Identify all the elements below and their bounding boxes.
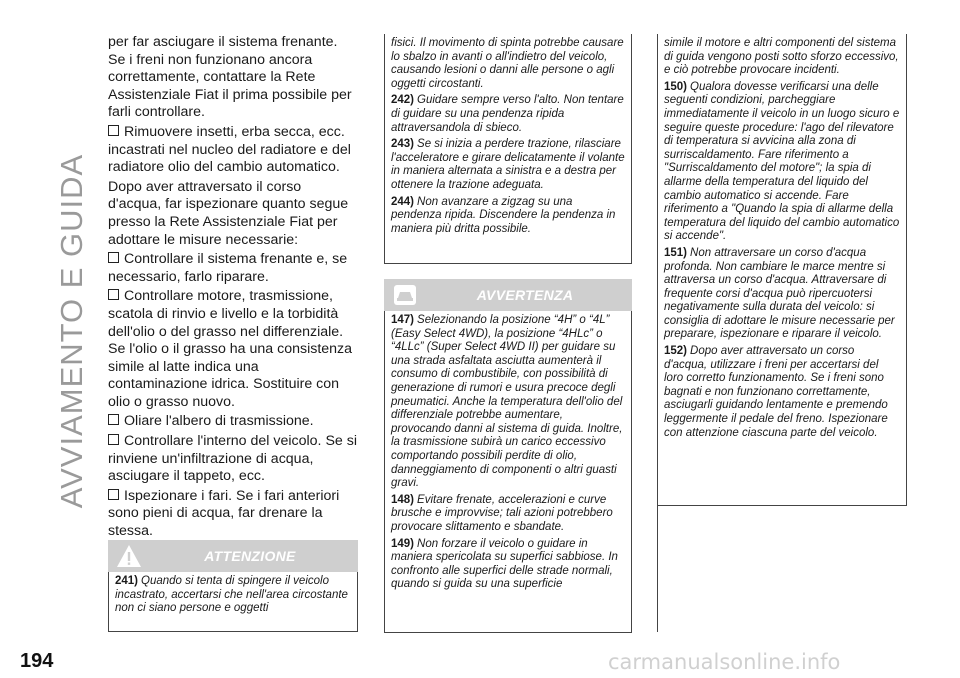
warning-person-icon [116,543,142,569]
warning-item [391,94,625,135]
warning-item [664,247,900,342]
paragraph [108,288,358,411]
warning-number: 242) [391,94,415,107]
paragraph-text: Ispezionare i fari. Se i fari anteriori sono pieni di acqua, far drenare la stessa. [108,487,340,540]
paragraph [108,179,358,249]
warning-text: simile il motore e altri componenti del sistema di guida vengono posti sotto sforzo eccessivo, e ciò potrebbe provocare incidenti. [664,37,899,77]
bullet-square-icon [108,489,119,500]
warning-number: 149) [391,537,415,550]
warning-item [391,494,625,535]
column-divider [657,506,658,632]
paragraph [108,251,358,286]
warning-continuation-box-right [657,34,907,506]
paragraph [108,124,358,177]
paragraph [108,413,358,431]
paragraph-text: Controllare il sistema frenante e, se necessario, farlo riparare. [108,251,348,285]
warning-text: Non forzare il veicolo o guidare in maniera spericolata su superfici sabbiose. In confronto alle superfici delle strade normali, quando si guida su una superficie [391,537,618,591]
warning-text: Selezionando la posizione “4H” o “4L” (Easy Select 4WD), la posizione “4HLc” o “4LLc” (Super Select 4WD II) per guidare su una strada asfaltata asciutta aumenterà il consumo di combustibile, con possibilità di generazione di rumori e usura precoce degli pneumatici. Anche la temperatura dell'olio del differenziale potrebbe aumentare, provocando danni al sistema di guida. Inoltre, la trasmissione subirà un carico eccessivo comportando possibili perdite di olio, danneggiamento di componenti o altri guasti gravi. [391,314,623,490]
warning-item [664,345,900,440]
page-number: 194 [20,650,54,672]
attenzione-heading: ATTENZIONE [204,548,296,564]
paragraph-text: per far asciugare il sistema frenante. Se i freni non funzionano ancora correttamente, contattare la Rete Assistenziale Fiat il prima possibile per farli controllare. [108,34,352,121]
attenzione-box [108,572,358,632]
bullet-square-icon [108,252,119,263]
paragraph-text: Oliare l'albero di trasmissione. [124,413,314,430]
paragraph [108,488,358,541]
warning-item [115,575,351,616]
warning-item [391,138,625,192]
warning-item [391,538,625,592]
warning-item [664,37,900,78]
warning-number: 151) [664,246,688,259]
warning-number: 241) [115,575,139,587]
car-warning-icon [392,282,418,308]
warning-text: Evitare frenate, accelerazioni e curve brusche e improvvise; tali azioni potrebbero provocare slittamento e sbandate. [391,493,613,533]
paragraph-text: Controllare motore, trasmissione, scatola di rinvio e livello e la torbidità dell'olio o del grasso nel differenziale. Se l'olio o il grasso ha una consistenza simile al latte indica una contaminazione idrica. Sostituire con olio o grasso nuovo. [108,288,353,410]
warning-number: 150) [664,80,688,93]
avvertenza-heading: AVVERTENZA [476,287,574,303]
bullet-square-icon [108,414,119,425]
warning-number: 244) [391,195,415,208]
warning-continuation-box [384,34,632,264]
paragraph-text: Controllare l'interno del veicolo. Se si rinviene un'infiltrazione di acqua, asciugare il tappeto, ecc. [108,433,357,485]
warning-number: 152) [664,345,688,358]
warning-item [664,81,900,244]
avvertenza-box [384,311,632,633]
bullet-square-icon [108,125,119,136]
warning-text: Guidare sempre verso l'alto. Non tentare di guidare su una pendenza ripida attraversandola di sbieco. [391,94,624,134]
body-text-column [108,34,358,543]
attenzione-header [108,540,358,572]
warning-item [391,37,625,91]
warning-text: Se si inizia a perdere trazione, rilasciare l'acceleratore e girare delicatamente il volante in maniera alternata a sinistra e a destra per ottenere la trazione adeguata. [391,138,625,191]
warning-text: Non avanzare a zigzag su una pendenza ripida. Discendere la pendenza in maniera più dritta possibile. [391,195,616,235]
warning-number: 243) [391,138,415,151]
avvertenza-header [384,279,632,311]
warning-text: fisici. Il movimento di spinta potrebbe causare lo sbalzo in avanti o all'indietro del veicolo, causando lesioni o danni alle persone o agli oggetti circostanti. [391,37,624,90]
watermark: carmanualsonline.info [608,650,841,674]
warning-text: Dopo aver attraversato un corso d'acqua, utilizzare i freni per accertarsi del loro corretto funzionamento. Se i freni sono bagnati e non funzionano correttamente, asciugarli guidando lentamente e premendo leggermente il pedale del freno. Ispezionare con attenzione ciascuna parte del veicolo. [664,345,888,439]
paragraph-text: Dopo aver attraversato il corso d'acqua, far ispezionare quanto segue presso la Rete Assistenziale Fiat per adottare le misure necessarie: [108,178,349,248]
paragraph-text: Rimuovere insetti, erba secca, ecc. incastrati nel nucleo del radiatore e del radiatore olio del cambio automatico. [108,123,351,176]
warning-item [391,314,625,491]
bullet-square-icon [108,434,119,445]
section-title: AVVIAMENTO E GUIDA [54,153,90,509]
paragraph [108,34,358,122]
warning-text: Non attraversare un corso d'acqua profonda. Non cambiare le marce mentre si attraversa un corso d'acqua. Attraversare di frequente corsi d'acqua può ripercuotersi negativamente sulla durata del veicolo: si consiglia di adottare le misure necessarie per preparare, ispezionare e riparare il veicolo. [664,246,895,341]
warning-number: 147) [391,314,415,326]
warning-number: 148) [391,493,415,506]
paragraph [108,433,358,486]
warning-text: Qualora dovesse verificarsi una delle seguenti condizioni, parcheggiare immediatamente il veicolo in un luogo sicuro e seguire queste procedure: l'ago del rilevatore di temperatura si avvicina alla zona di surriscaldamento. Fare riferimento a "Surriscaldamento del motore"; la spia di allarme della temperatura del liquido del cambio automatico si accende. Fare riferimento a "Quando la spia di allarme della temperatura del liquido del cambio automatico si accende". [664,80,900,243]
bullet-square-icon [108,289,119,300]
warning-item [391,196,625,237]
warning-text: Quando si tenta di spingere il veicolo incastrato, accertarsi che nell'area circostante non ci siano persone e oggetti [115,575,348,615]
